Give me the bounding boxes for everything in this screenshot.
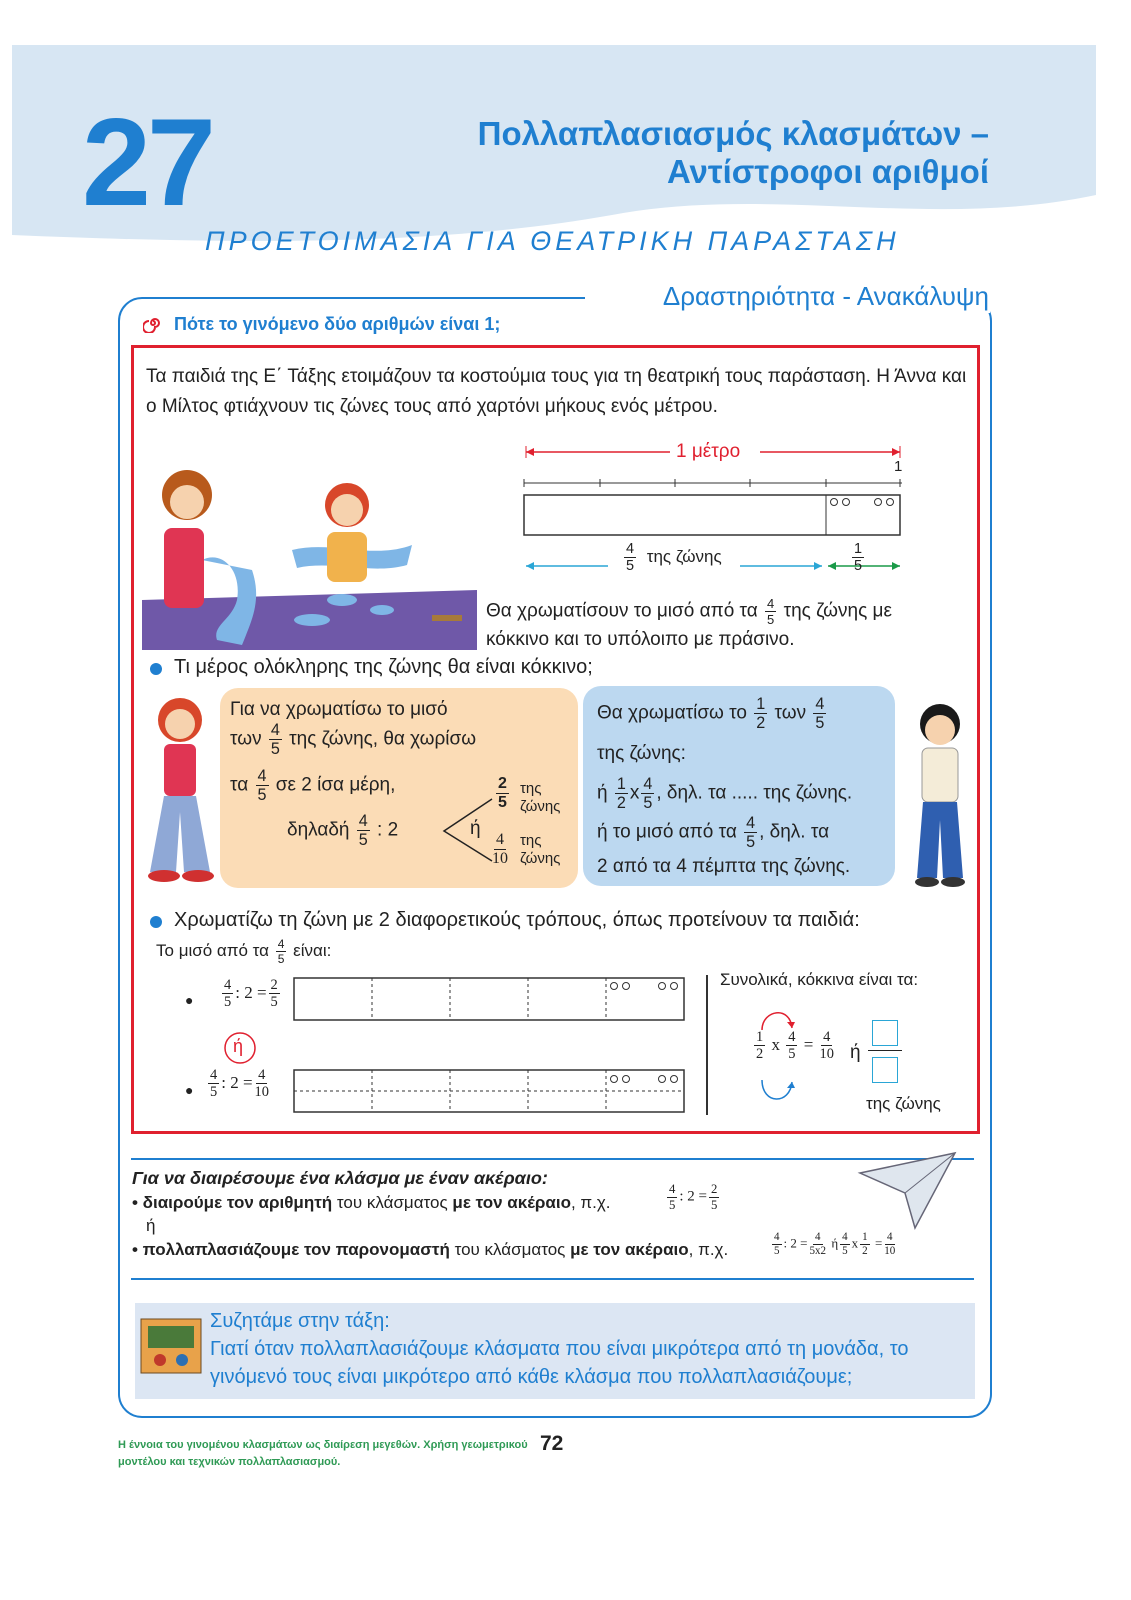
bubble-left-line3: τα $\frac{4}{5}$ σε 2 ίσα μέρη, [230,767,396,805]
bullet-icon [150,663,162,675]
result-four-tenths: $\frac{4}{10}$ [492,831,508,867]
bubble-left-line4: δηλαδή $\frac{4}{5}$ : 2 [287,812,399,850]
bubble-right-line2: της ζώνης: [597,743,686,764]
bubble-right-line4: ή το μισό από τα $\frac{4}{5}$ , δηλ. τα [597,814,830,852]
four-fifths-label: $\frac{4}{5}$ της ζώνης [626,541,722,575]
rule-or: ή [146,1216,156,1235]
bullet-dot-small: ● [185,992,194,1008]
vertical-divider [706,975,708,1115]
unit-number: 27 [82,94,212,232]
bubble-right-line3: ή $\frac{1}{2}$ x $\frac{4}{5}$ , δηλ. τα ..... της ζώνης. [597,775,853,813]
total-or: ή [850,1042,861,1063]
answer-numerator-box[interactable] [872,1020,898,1046]
result-two-fifths-label: της ζώνης [520,780,561,815]
answer-denominator-box[interactable] [872,1057,898,1083]
kids-cutting-illustration [142,450,477,650]
boy-illustration [905,700,975,890]
one-fifth-label: $\frac{1}{5}$ [854,541,863,575]
method1-equation: $\frac{4}{5}$ : 2 = $\frac{2}{5}$ [224,977,278,1011]
bullet-icon [150,916,162,928]
belt-length-label: 1 μέτρο [672,441,744,463]
rule-example1: $\frac{4}{5}$ : 2 = $\frac{2}{5}$ [669,1182,718,1212]
page-title-line2: Αντίστροφοι αριθμοί [666,153,989,190]
split-bracket [440,795,495,865]
coloring-instruction: Θα χρωματίσουν το μισό από τα $\frac{4}{5}$ της ζώνης με [486,596,892,627]
coloring-instruction-line2: κόκκινο και το υπόλοιπο με πράσινο. [486,629,795,650]
discussion-text: Γιατί όταν πολλαπλασιάζουμε κλάσματα που είναι μικρότερα από τη μονάδα, το γινόμενό τους είναι μικρότερο από κάθε κλάσμα που πολλαπλασιάζουμε; [210,1338,909,1388]
page-number: 72 [540,1432,564,1455]
rule-example2: $\frac{4}{5}$ : 2 = $\frac{4}{5x2}$ ή $\frac{4}{5}$ x $\frac{1}{2}$ = $\frac{4}{10}$ [774,1231,896,1258]
total-suffix: της ζώνης [866,1094,941,1113]
page-subtitle: ΠΡΟΕΤΟΙΜΑΣΙΑ ΓΙΑ ΘΕΑΤΡΙΚΗ ΠΑΡΑΣΤΑΣΗ [205,226,900,256]
method2-equation: $\frac{4}{5}$ : 2 = $\frac{4}{10}$ [210,1067,269,1101]
bubble-left-line1: Για να χρωματίσω το μισό [230,699,448,720]
result-four-tenths-label: της ζώνης [520,832,561,867]
total-label: Συνολικά, κόκκινα είναι τα: [720,970,919,989]
bubble-left-or: ή [470,818,481,839]
belt-method1 [292,975,688,1025]
bubble-left-line2: των $\frac{4}{5}$ της ζώνης, θα χωρίσω [230,721,477,759]
footer-note: Η έννοια του γινομένου κλασμάτων ως διαίρεση μεγεθών. Χρήση γεωμετρικού μοντέλου και τεχνικών πολλαπλασιασμού. [118,1439,528,1468]
paper-plane-icon [855,1148,965,1233]
classroom-icon [140,1318,202,1374]
bubble-right-line5: 2 από τα 4 πέμπτα της ζώνης. [597,856,851,877]
spiral-icon [143,313,163,333]
rule-line1: • διαιρούμε τον αριθμητή του κλάσματος με τον ακέραιο, π.χ. [132,1193,611,1212]
girl-illustration [140,692,222,888]
total-equation: $\frac{1}{2}$ x $\frac{4}{5}$ = $\frac{4}{10}$ [756,1029,834,1063]
fraction-bar [868,1050,902,1051]
bullet-dot-small: ● [185,1082,194,1098]
discussion-title: Συζητάμε στην τάξη: [210,1310,390,1332]
belt-method2 [292,1067,688,1117]
bubble-right-line1: Θα χρωματίσω το $\frac{1}{2}$ των $\frac{4}{5}$ [597,695,825,733]
bullet-instruction: Χρωματίζω τη ζώνη με 2 διαφορετικούς τρόπους, όπως προτείνουν τα παιδιά: [174,909,860,931]
rule-title: Για να διαιρέσουμε ένα κλάσμα με έναν ακέραιο: [132,1168,548,1188]
page-title-line1: Πολλαπλασιασμός κλασμάτων – [477,115,989,152]
half-of-label: Το μισό από τα $\frac{4}{5}$ είναι: [156,937,332,966]
bullet-question: Τι μέρος ολόκληρης της ζώνης θα είναι κόκκινο; [174,656,593,678]
or-label: ή [233,1036,244,1056]
activity-question: Πότε το γινόμενο δύο αριθμών είναι 1; [174,314,501,334]
intro-text: Τα παιδιά της Ε΄ Τάξης ετοιμάζουν τα κοστούμια τους για τη θεατρική τους παράσταση. Η Άννα και ο Μίλτος φτιάχνουν τις ζώνες τους από χαρτόνι μήκους ενός μέτρου. [146,366,967,417]
rule-line2: • πολλαπλασιάζουμε τον παρονομαστή του κλάσματος με τον ακέραιο, π.χ. [132,1240,729,1259]
belt-end-label: 1 [894,458,903,475]
result-two-fifths: $\frac{2}{5}$ [498,775,507,811]
activity-label: Δραστηριότητα - Ανακάλυψη [662,281,989,311]
